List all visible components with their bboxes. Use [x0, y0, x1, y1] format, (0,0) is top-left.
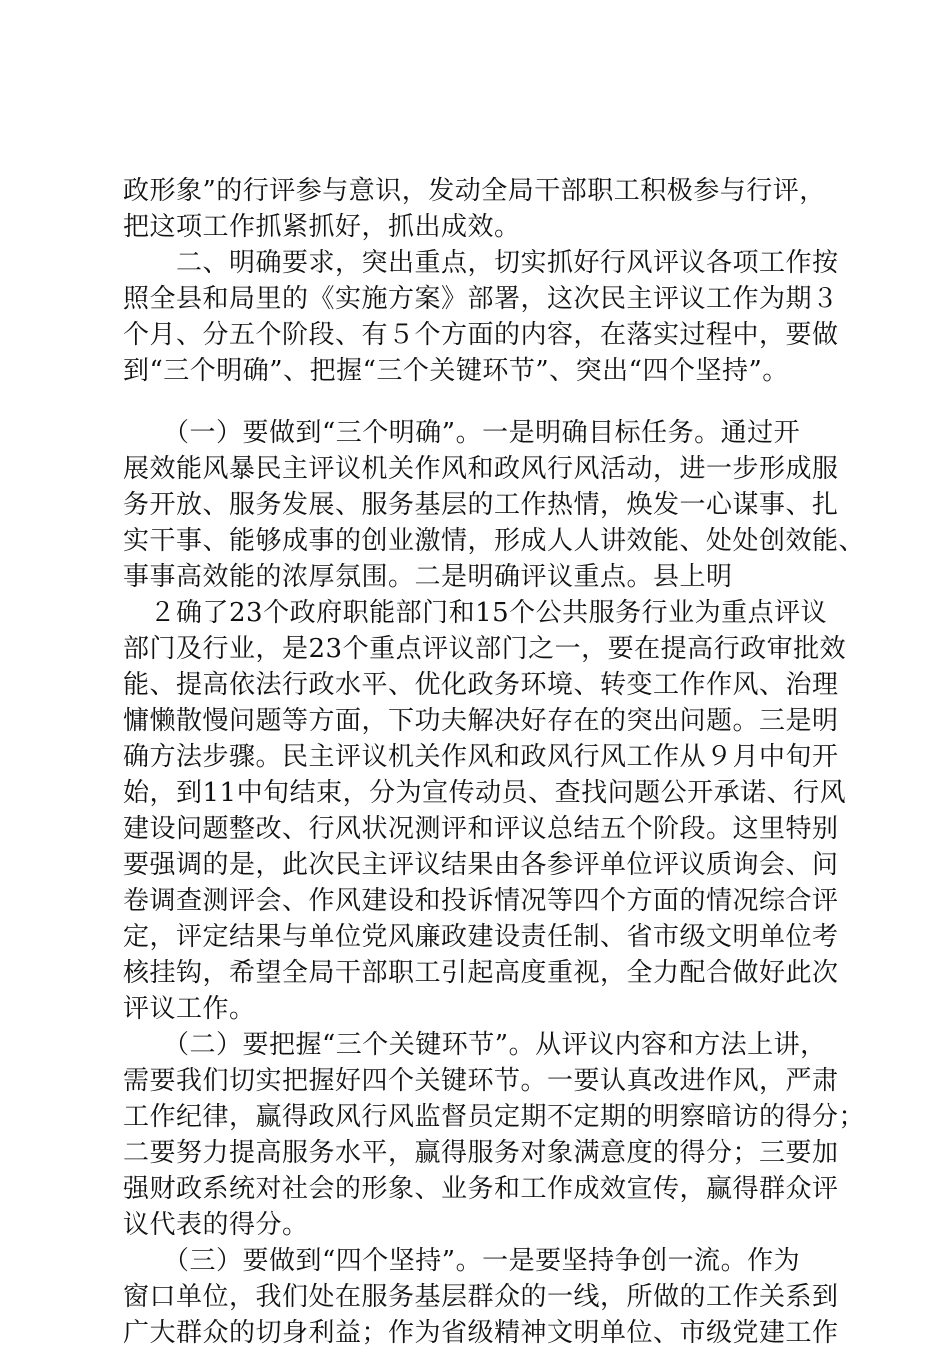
text-line: 二要努力提高服务水平，赢得服务对象满意度的得分；三要加 — [123, 1138, 839, 1168]
text-line: 评议工作。 — [123, 994, 256, 1024]
text-line: （一）要做到“三个明确”。一是明确目标任务。通过开 — [123, 418, 801, 448]
text-line: 核挂钩，希望全局干部职工引起高度重视，全力配合做好此次 — [123, 958, 839, 988]
text-line: 部门及行业，是23个重点评议部门之一，要在提高行政审批效 — [123, 634, 847, 664]
text-line: 定，评定结果与单位党风廉政建设责任制、省市级文明单位考 — [123, 922, 839, 952]
text-line: 慵懒散慢问题等方面，下功夫解决好存在的突出问题。三是明 — [123, 706, 839, 736]
text-line: 工作纪律，赢得政风行风监督员定期不定期的明察暗访的得分； — [123, 1102, 866, 1132]
text-line: 二、明确要求，突出重点，切实抓好行风评议各项工作按 — [123, 248, 839, 278]
text-line: 广大群众的切身利益；作为省级精神文明单位、市级党建工作 — [123, 1318, 839, 1348]
text-line: 把这项工作抓紧抓好，抓出成效。 — [123, 212, 521, 242]
text-line: 要强调的是，此次民主评议结果由各参评单位评议质询会、问 — [123, 850, 839, 880]
text-line: 个月、分五个阶段、有５个方面的内容，在落实过程中，要做 — [123, 320, 839, 350]
text-line: 议代表的得分。 — [123, 1210, 309, 1240]
text-line: （二）要把握“三个关键环节”。从评议内容和方法上讲， — [123, 1030, 827, 1060]
text-line: 能、提高依法行政水平、优化政务环境、转变工作作风、治理 — [123, 670, 839, 700]
text-line: 建设问题整改、行风状况测评和评议总结五个阶段。这里特别 — [123, 814, 839, 844]
text-line: 政形象”的行评参与意识，发动全局干部职工积极参与行评， — [123, 176, 826, 206]
text-line: 窗口单位，我们处在服务基层群众的一线，所做的工作关系到 — [123, 1282, 839, 1312]
text-line: 需要我们切实把握好四个关键环节。一要认真改进作风，严肃 — [123, 1066, 839, 1096]
text-line: 展效能风暴民主评议机关作风和政风行风活动，进一步形成服 — [123, 454, 839, 484]
text-line: ２确了23个政府职能部门和15个公共服务行业为重点评议 — [123, 598, 828, 628]
text-line: 事事高效能的浓厚氛围。二是明确评议重点。县上明 — [123, 562, 733, 592]
text-line: 照全县和局里的《实施方案》部署，这次民主评议工作为期３ — [123, 284, 839, 314]
text-line: 务开放、服务发展、服务基层的工作热情，焕发一心谋事、扎 — [123, 490, 839, 520]
text-line: 实干事、能够成事的创业激情，形成人人讲效能、处处创效能、 — [123, 526, 866, 556]
text-line: 到“三个明确”、把握“三个关键环节”、突出“四个坚持”。 — [123, 356, 789, 386]
text-line: 卷调查测评会、作风建设和投诉情况等四个方面的情况综合评 — [123, 886, 839, 916]
text-line: 始，到11中旬结束，分为宣传动员、查找问题公开承诺、行风 — [123, 778, 847, 808]
text-line: （三）要做到“四个坚持”。一是要坚持争创一流。作为 — [123, 1246, 801, 1276]
text-line: 强财政系统对社会的形象、业务和工作成效宣传，赢得群众评 — [123, 1174, 839, 1204]
text-line: 确方法步骤。民主评议机关作风和政风行风工作从９月中旬开 — [123, 742, 839, 772]
